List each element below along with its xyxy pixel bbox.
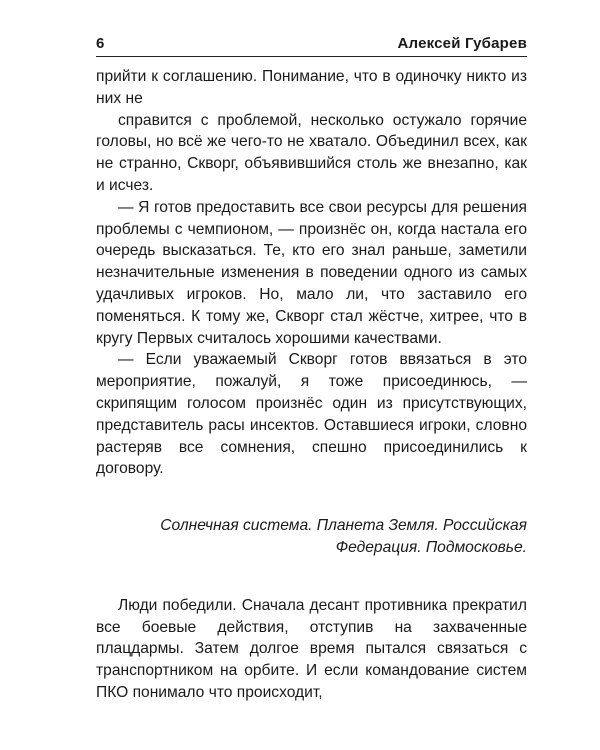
paragraph: Люди победили. Сначала десант противника прекратил все боевые действия, отступив на захваченные плацдармы. Затем долгое время пытался связаться с транспортником на орбите. И если командование систем ПКО понимало что происходит, <box>96 596 527 701</box>
running-header <box>96 30 527 57</box>
author-name: Алексей Губарев <box>397 35 527 52</box>
paragraph-continuation: прийти к соглашению. Понимание, что в одиночку никто из них не <box>96 68 527 107</box>
scene-heading: Солнечная система. Планета Земля. Российская Федерация. Подмосковье. <box>160 517 527 556</box>
book-page <box>96 30 527 719</box>
paragraph: справится с проблемой, несколько остужало горячие головы, но всё же чего-то не хватало. Объединил всех, как не странно, Скворг, объявившийся столь же внезапно, как и исчез. <box>96 111 527 194</box>
dialogue-paragraph: — Если уважаемый Скворг готов ввязаться в это мероприятие, пожалуй, я тоже присоединюсь, — скрипящим голосом произнёс один из присутствующих, представитель расы инсектов. Оставшиеся игроки, словно растеряв все сомнения, спешно присоединились к договору. <box>96 351 527 478</box>
dialogue-paragraph: — Я готов предоставить все свои ресурсы для решения проблемы с чемпионом, — произнёс он, когда настала его очередь высказаться. Те, кто его знал раньше, заметили незначительные изменения в поведении одного из самых удачливых игроков. Но, мало ли, что заставило его поменяться. К тому же, Скворг стал жёстче, хитрее, что в кругу Первых считалось хорошими качествами. <box>96 198 527 347</box>
page-number: 6 <box>96 35 105 52</box>
body-text <box>96 66 527 480</box>
